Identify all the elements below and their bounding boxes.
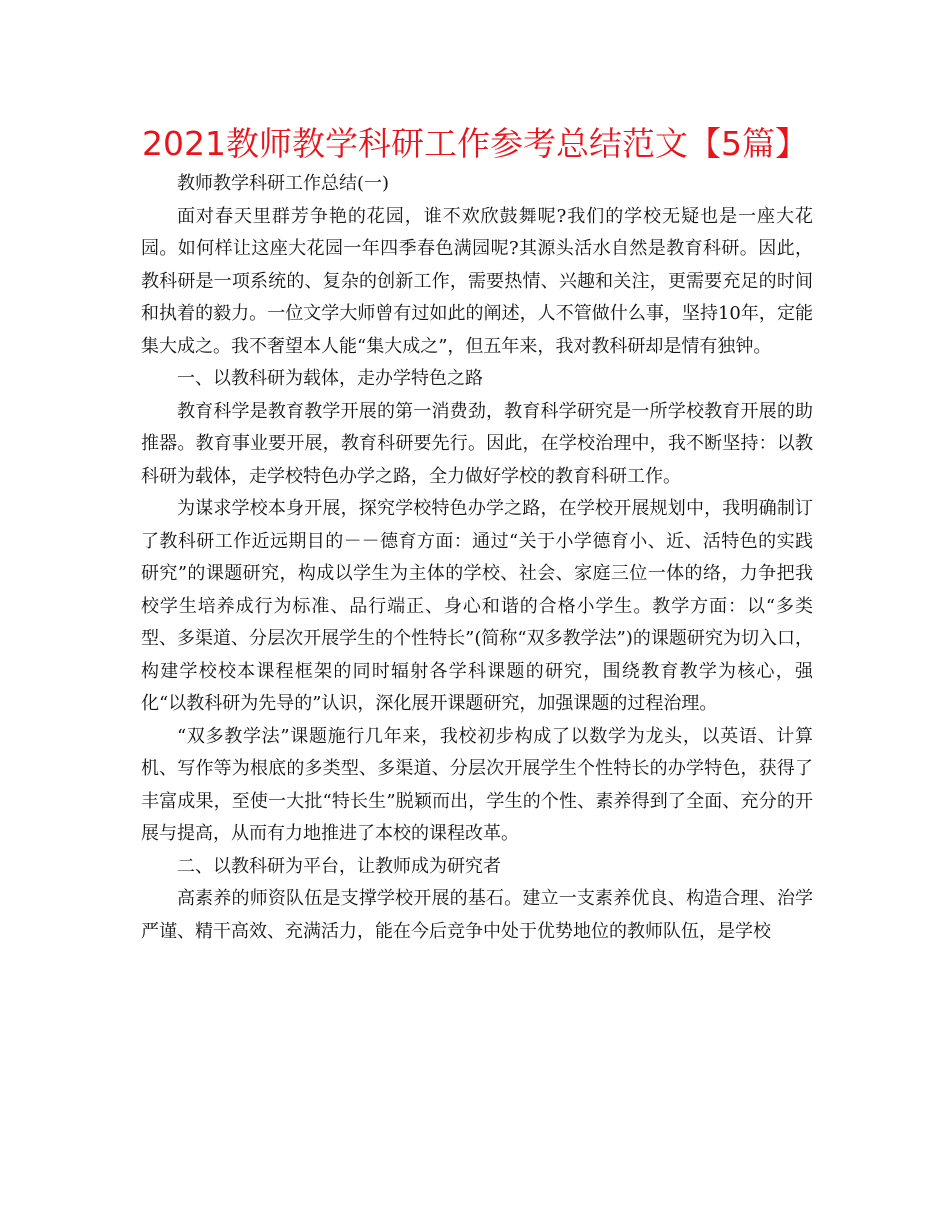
- document-title: 2021教师教学科研工作参考总结范文【5篇】: [142, 124, 808, 163]
- document-body: [141, 168, 813, 948]
- paragraph: “双多教学法”课题施行几年来，我校初步构成了以数学为龙头，以英语、计算机、写作等为根底的多类型、多渠道、分层次开展学生个性特长的办学特色，获得了丰富成果，至使一大批“特长生”脱颖而出，学生的个性、素养得到了全面、充分的开展与提高，从而有力地推进了本校的课程改革。: [141, 725, 813, 844]
- paragraph: 教育科学是教育教学开展的第一消费劲，教育科学研究是一所学校教育开展的助推器。教育事业要开展，教育科研要先行。因此，在学校治理中，我不断坚持：以教科研为载体，走学校特色办学之路，全力做好学校的教育科研工作。: [141, 400, 813, 487]
- paragraph: 为谋求学校本身开展，探究学校特色办学之路，在学校开展规划中，我明确制订了教科研工作近远期目的－－德育方面：通过“关于小学德育小、近、活特色的实践研究”的课题研究，构成以学生为主体的学校、社会、家庭三位一体的络，力争把我校学生培养成行为标准、品行端正、身心和谐的合格小学生。教学方面：以“多类型、多渠道、分层次开展学生的个性特长”(简称“双多教学法”)的课题研究为切入口，构建学校校本课程框架的同时辐射各学科课题的研究，围绕教育教学为核心，强化“以教科研为先导的”认识，深化展开课题研究，加强课题的过程治理。: [141, 498, 813, 714]
- paragraph: 面对春天里群芳争艳的花园，谁不欢欣鼓舞呢?我们的学校无疑也是一座大花园。如何样让这座大花园一年四季春色满园呢?其源头活水自然是教育科研。因此，教科研是一项系统的、复杂的创新工作，需要热情、兴趣和关注，更需要充足的时间和执着的毅力。一位文学大师曾有过如此的阐述，人不管做什么事，坚持10年，定能集大成之。我不奢望本人能“集大成之”，但五年来，我对教科研却是情有独钟。: [141, 205, 813, 357]
- section-heading: 一、以教科研为载体，走办学特色之路: [177, 368, 483, 389]
- section-heading: 二、以教科研为平台，让教师成为研究者: [177, 855, 501, 877]
- paragraph: 高素养的师资队伍是支撑学校开展的基石。建立一支素养优良、构造合理、治学严谨、精干高效、充满活力，能在今后竞争中处于优势地位的教师队伍，是学校: [141, 888, 813, 942]
- section-heading: 教师教学科研工作总结(一): [177, 173, 390, 194]
